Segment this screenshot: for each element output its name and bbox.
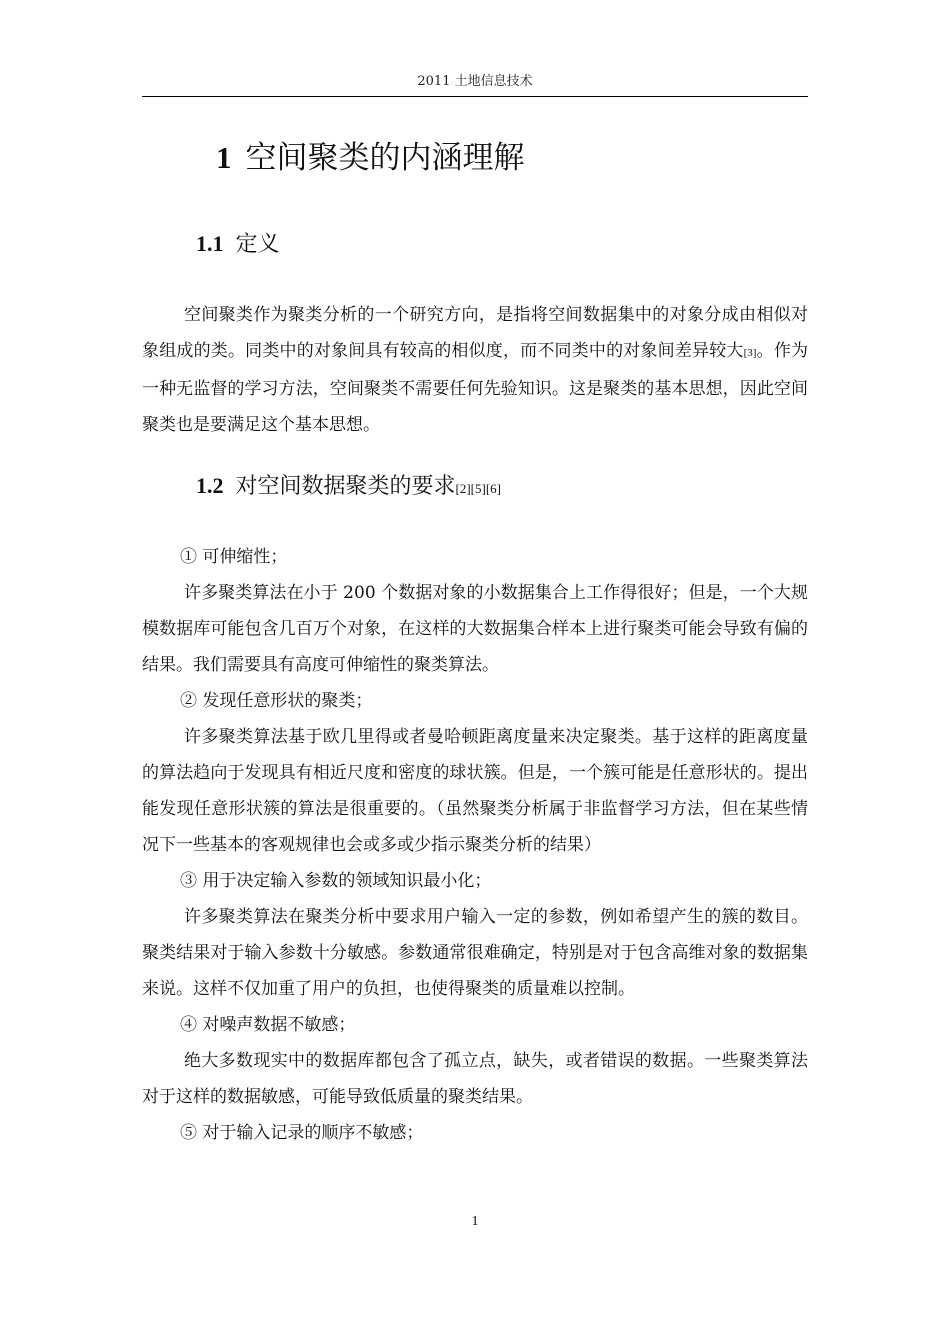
section-number: 1.2 (196, 473, 224, 498)
chapter-heading (216, 136, 525, 180)
section-1-2-body (142, 539, 808, 1151)
citation: [3] (743, 347, 757, 359)
page-number: 1 (471, 1214, 479, 1229)
requirement-label: ⑤ 对于输入记录的顺序不敏感； (180, 1123, 424, 1143)
requirement-label: ② 发现任意形状的聚类； (180, 691, 373, 711)
paragraph-text: 空间聚类作为聚类分析的一个研究方向，是指将空间数据集中的对象分成由相似对象组成的类。同类中的对象间具有较高的相似度，而不同类中的对象间差异较大 (142, 305, 808, 361)
page-header: 2011 土地信息技术 (417, 74, 533, 89)
citation: [2][5][6] (455, 481, 501, 496)
requirement-text: 许多聚类算法在小于 200 个数据对象的小数据集合上工作得很好；但是，一个大规模数据库可能包含几百万个对象，在这样的大数据集合样本上进行聚类可能会导致有偏的结果。我们需要具有高度可伸缩性的聚类算法。 (142, 583, 808, 675)
header-divider (142, 96, 808, 97)
section-heading-1-2 (196, 470, 501, 505)
requirement-label: ③ 用于决定输入参数的领域知识最小化； (180, 871, 492, 891)
section-1-1-body (142, 297, 808, 443)
section-title: 对空间数据聚类的要求 (235, 474, 456, 499)
section-number: 1.1 (196, 231, 224, 256)
requirement-text: 绝大多数现实中的数据库都包含了孤立点，缺失，或者错误的数据。一些聚类算法对于这样的数据敏感，可能导致低质量的聚类结果。 (142, 1051, 808, 1107)
paragraph-text: 。作为一种无监督的学习方法，空间聚类不需要任何先验知识。这是聚类的基本思想，因此空间聚类也是要满足这个基本思想。 (142, 341, 809, 435)
chapter-number: 1 (216, 140, 232, 175)
section-title: 定义 (235, 232, 280, 257)
requirement-label: ④ 对噪声数据不敏感； (180, 1015, 356, 1035)
requirement-label: ① 可伸缩性； (180, 547, 288, 567)
section-heading-1-1 (196, 228, 280, 261)
chapter-title: 空间聚类的内涵理解 (245, 140, 525, 176)
requirement-text: 许多聚类算法在聚类分析中要求用户输入一定的参数，例如希望产生的簇的数目。聚类结果对于输入参数十分敏感。参数通常很难确定，特别是对于包含高维对象的数据集来说。这样不仅加重了用户的负担，也使得聚类的质量难以控制。 (142, 907, 808, 999)
definition-paragraph (142, 297, 808, 443)
requirement-text: 许多聚类算法基于欧几里得或者曼哈顿距离度量来决定聚类。基于这样的距离度量的算法趋向于发现具有相近尺度和密度的球状簇。但是，一个簇可能是任意形状的。提出能发现任意形状簇的算法是很重要的。（虽然聚类分析属于非监督学习方法，但在某些情况下一些基本的客观规律也会或多或少指示聚类分析的结果） (142, 727, 808, 855)
